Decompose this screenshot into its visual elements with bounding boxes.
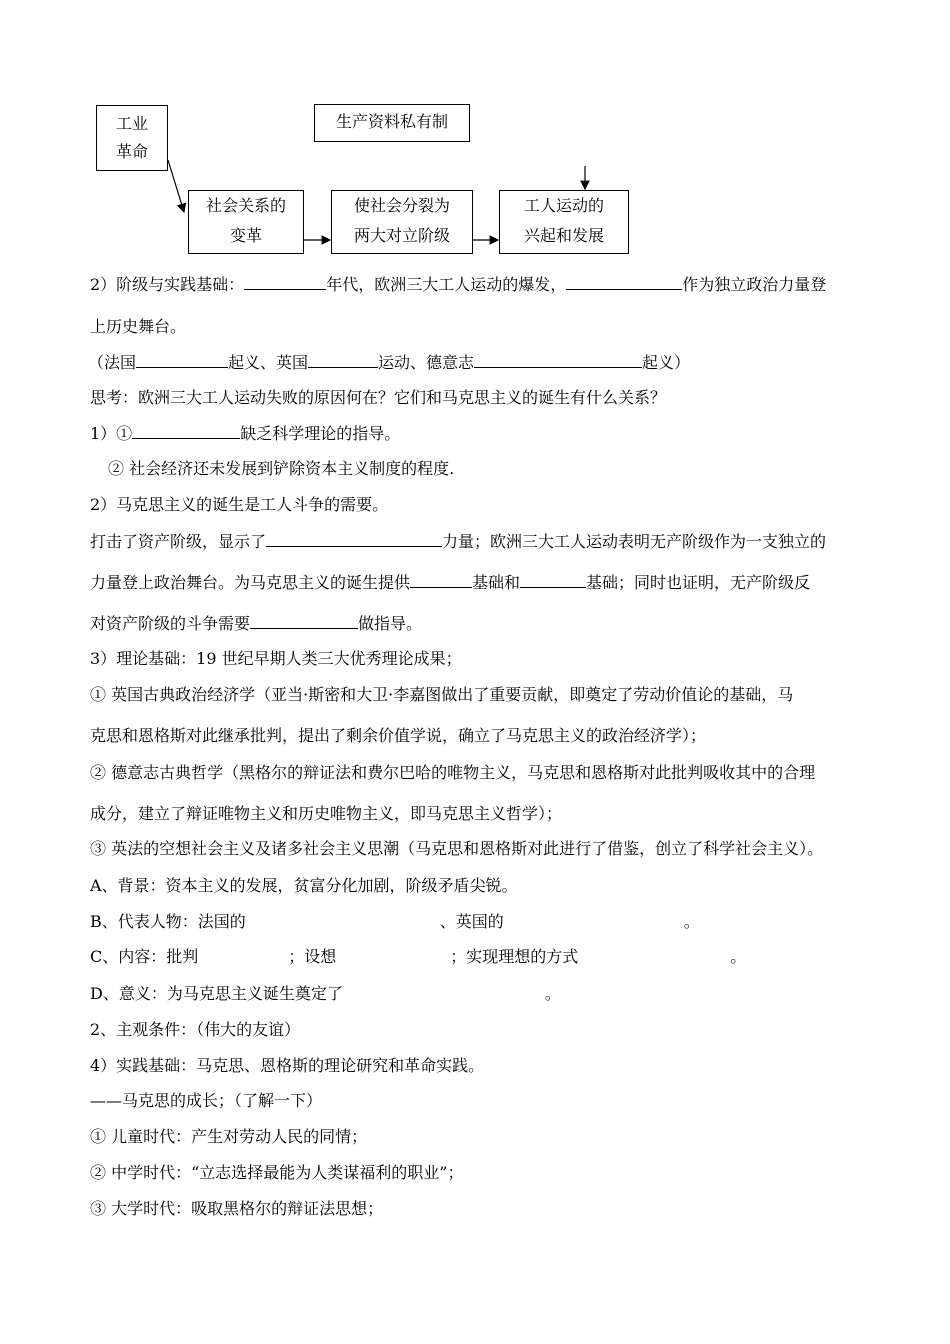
line-socialism — [90, 838, 823, 860]
box-worker-line1: 工人运动的 — [523, 196, 604, 215]
box-split-line2: 两大对立阶级 — [353, 226, 450, 245]
text: A、背景：资本主义的发展，贫富分化加剧，阶级矛盾尖锐。 — [90, 876, 518, 895]
blank — [474, 351, 642, 368]
blank — [250, 612, 358, 629]
text: 思考：欧洲三大工人运动失败的原因何在？它们和马克思主义的诞生有什么关系？ — [90, 388, 667, 407]
text: ——马克思的成长；（了解一下） — [90, 1091, 323, 1110]
text: 克思和恩格斯对此继承批判，提出了剩余价值学说，确立了马克思主义的政治经济学）； — [90, 726, 707, 745]
text: ② 中学时代：“立志选择最能为人类谋福利的职业”； — [90, 1163, 464, 1182]
line-strike — [90, 530, 826, 553]
text: 成分，建立了辩证唯物主义和历史唯物主义，即马克思主义哲学）； — [90, 804, 563, 823]
box-private-label: 生产资料私有制 — [335, 112, 448, 131]
box-social-line2: 变革 — [229, 226, 262, 245]
line-theory-basis — [90, 648, 462, 670]
text: 。 — [730, 947, 747, 966]
line-subjective — [90, 1019, 300, 1041]
line-birth-need — [90, 494, 388, 516]
line-economics-1 — [90, 684, 793, 706]
text: 做指导。 — [358, 614, 423, 633]
blank — [132, 422, 240, 439]
line-economics-2 — [90, 725, 706, 747]
line-philosophy-2 — [90, 803, 562, 825]
text: 1）① — [90, 424, 133, 443]
line-three-movements — [88, 351, 690, 374]
text: 基础和 — [472, 573, 521, 592]
line-class-practice — [90, 273, 826, 296]
text: 3）理论基础：19 世纪早期人类三大优秀理论成果； — [90, 649, 462, 668]
text: ① 英国古典政治经济学（亚当·斯密和大卫·李嘉图做出了重要贡献，即奠定了劳动价值论的基础，马 — [90, 685, 794, 704]
text: D、意义：为马克思主义诞生奠定了 — [90, 984, 343, 1003]
blank — [566, 273, 682, 290]
text: 2、主观条件：（伟大的友谊） — [90, 1020, 301, 1039]
text: 。 — [544, 984, 561, 1003]
text: ；实现理想的方式 — [450, 947, 579, 966]
text: 起义） — [642, 353, 691, 372]
line-guidance — [90, 612, 422, 635]
text: 对资产阶级的斗争需要 — [90, 614, 251, 633]
line-reason-2 — [108, 458, 454, 480]
text: 2）马克思主义的诞生是工人斗争的需要。 — [90, 495, 389, 514]
text: 力量登上政治舞台。为马克思主义的诞生提供 — [90, 573, 411, 592]
text: 上历史舞台。 — [90, 317, 187, 336]
line-foundation — [90, 571, 810, 594]
text: 。 — [683, 912, 700, 931]
text: 、英国的 — [439, 912, 504, 931]
line-background — [90, 875, 518, 897]
line-reason-1 — [90, 422, 400, 445]
line-think — [90, 387, 666, 409]
text: ② 德意志古典哲学（黑格尔的辩证法和费尔巴哈的唯物主义，马克思和恩格斯对此批判吸收其中的合理 — [90, 763, 816, 782]
text: ；设想 — [288, 947, 337, 966]
line-stage — [90, 316, 186, 338]
text: 年代，欧洲三大工人运动的爆发， — [326, 275, 567, 294]
line-practice-basis — [90, 1055, 484, 1077]
line-childhood — [90, 1126, 367, 1148]
box-industrial-line2: 革命 — [115, 142, 148, 161]
text: （法国 — [88, 353, 137, 372]
blank — [244, 273, 326, 290]
line-university — [90, 1198, 383, 1220]
text: 起义、英国 — [228, 353, 309, 372]
line-significance — [90, 983, 561, 1005]
blank — [520, 571, 586, 588]
text: 运动、德意志 — [378, 353, 475, 372]
box-worker-line2: 兴起和发展 — [523, 226, 604, 245]
text: 打击了资产阶级，显示了 — [90, 532, 267, 551]
text: ③ 英法的空想社会主义及诸多社会主义思潮（马克思和恩格斯对此进行了借鉴，创立了科学社会主义）。 — [90, 839, 824, 858]
line-marx-growth — [90, 1090, 322, 1112]
text: 基础；同时也证明，无产阶级反 — [586, 573, 811, 592]
blank — [136, 351, 228, 368]
box-social-line1: 社会关系的 — [205, 196, 286, 215]
text: 力量；欧洲三大工人运动表明无产阶级作为一支独立的 — [442, 532, 827, 551]
blank — [266, 530, 442, 547]
text: ③ 大学时代：吸取黑格尔的辩证法思想； — [90, 1199, 384, 1218]
text: 2）阶级与实践基础： — [90, 275, 245, 294]
arrow-industrial-to-social — [168, 160, 184, 212]
diagram-arrows — [0, 0, 950, 300]
line-content — [90, 946, 746, 968]
line-middle-school — [90, 1162, 463, 1184]
box-industrial-line1: 工业 — [115, 114, 148, 133]
text: 作为独立政治力量登 — [682, 275, 827, 294]
text: 4）实践基础：马克思、恩格斯的理论研究和革命实践。 — [90, 1056, 485, 1075]
line-representatives — [90, 911, 700, 933]
blank — [308, 351, 378, 368]
text: ② 社会经济还未发展到铲除资本主义制度的程度. — [108, 459, 455, 478]
blank — [410, 571, 472, 588]
box-split-line1: 使社会分裂为 — [353, 196, 450, 215]
text: 缺乏科学理论的指导。 — [240, 424, 401, 443]
text: ① 儿童时代：产生对劳动人民的同情； — [90, 1127, 368, 1146]
line-philosophy-1 — [90, 762, 815, 784]
text: C、内容：批判 — [90, 947, 199, 966]
text: B、代表人物：法国的 — [90, 912, 246, 931]
